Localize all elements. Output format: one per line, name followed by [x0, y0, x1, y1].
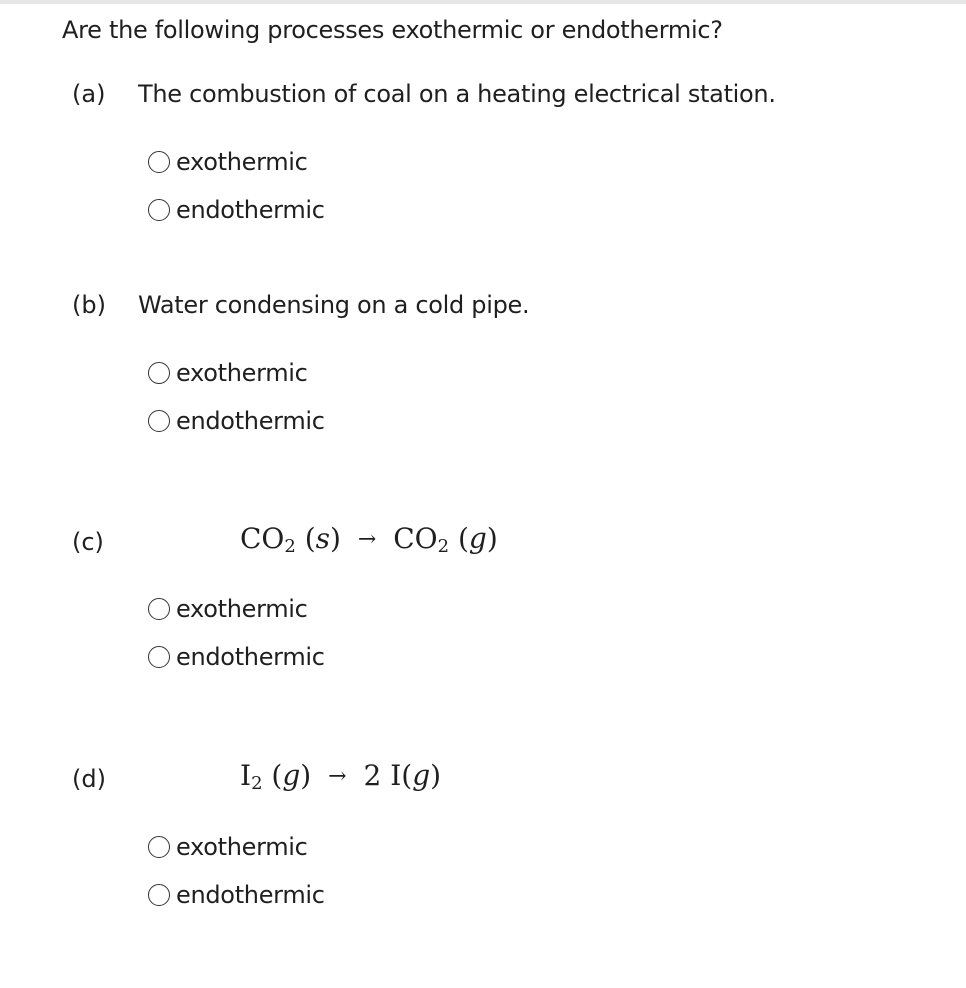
option-exothermic[interactable] — [148, 594, 308, 624]
radio-button[interactable] — [148, 884, 170, 906]
part-description: The combustion of coal on a heating electrical station. — [138, 80, 776, 108]
part-label: (c) — [72, 528, 104, 556]
radio-button[interactable] — [148, 151, 170, 173]
option-exothermic[interactable] — [148, 147, 308, 177]
option-endothermic[interactable] — [148, 195, 325, 225]
radio-button[interactable] — [148, 836, 170, 858]
radio-button[interactable] — [148, 598, 170, 620]
option-label: exothermic — [176, 148, 308, 176]
reactant-subscript: 2 — [284, 536, 296, 557]
radio-button[interactable] — [148, 362, 170, 384]
chemical-equation: $I_2$ (g) → 2 I(g) — [240, 759, 442, 794]
part-label: (b) — [72, 291, 106, 319]
product-formula: I — [390, 759, 402, 792]
option-exothermic[interactable] — [148, 358, 308, 388]
part-label: (d) — [72, 765, 106, 793]
option-label: exothermic — [176, 595, 308, 623]
product-coefficient: 2 — [363, 759, 382, 792]
option-label: endothermic — [176, 407, 325, 435]
option-endothermic[interactable] — [148, 406, 325, 436]
question-prompt: Are the following processes exothermic or endothermic? — [62, 16, 723, 44]
option-exothermic[interactable] — [148, 832, 308, 862]
part-description: Water condensing on a cold pipe. — [138, 291, 530, 319]
reaction-arrow: → — [328, 764, 347, 789]
option-label: endothermic — [176, 196, 325, 224]
radio-button[interactable] — [148, 646, 170, 668]
product-state: g — [412, 759, 431, 792]
reactant-formula: I — [240, 759, 252, 792]
option-label: exothermic — [176, 833, 308, 861]
radio-button[interactable] — [148, 199, 170, 221]
option-endothermic[interactable] — [148, 880, 325, 910]
reactant-subscript: 2 — [251, 773, 263, 794]
option-endothermic[interactable] — [148, 642, 325, 672]
option-label: endothermic — [176, 881, 325, 909]
reaction-arrow: → — [357, 527, 377, 552]
top-border — [0, 0, 966, 4]
option-label: endothermic — [176, 643, 325, 671]
option-label: exothermic — [176, 359, 308, 387]
radio-button[interactable] — [148, 410, 170, 432]
product-formula: CO — [393, 522, 438, 555]
reactant-state: g — [282, 759, 301, 792]
chemical-equation: $CO_2$ $(s) \to CO_2$ (g) — [240, 522, 498, 557]
product-state: g — [468, 522, 487, 555]
part-label: (a) — [72, 80, 106, 108]
reactant-state: s — [315, 522, 331, 555]
reactant-formula: CO — [240, 522, 285, 555]
product-subscript: 2 — [437, 536, 450, 557]
